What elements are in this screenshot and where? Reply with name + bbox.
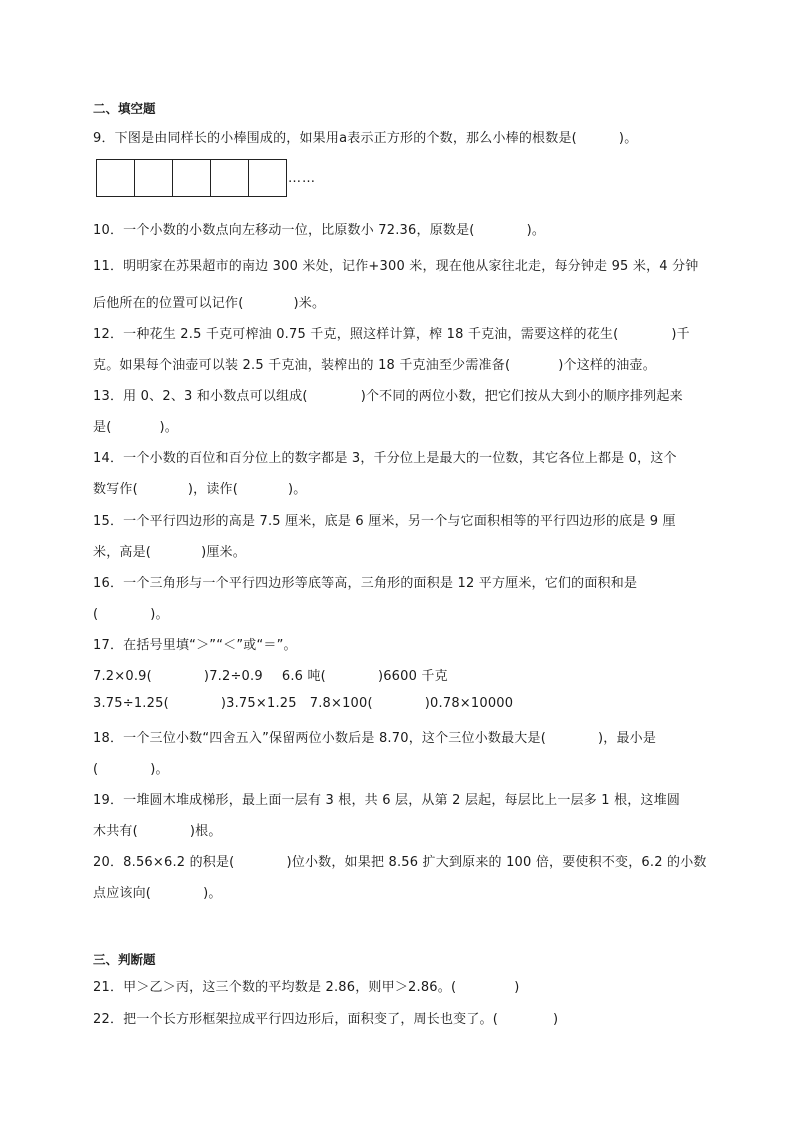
square-2 <box>134 159 172 197</box>
q12-text-d: )个这样的油壶。 <box>558 358 656 373</box>
q17-row1-a: 7.2×0.9( <box>93 669 152 684</box>
stick-squares-figure <box>96 159 287 197</box>
q21-text: 21．甲＞乙＞丙，这三个数的平均数是 2.86，则甲＞2.86。( <box>93 980 457 995</box>
q20-text-b: )位小数，如果把 8.56 扩大到原来的 100 倍，要使积不变，6.2 的小数 <box>286 855 707 870</box>
question-22 <box>93 1008 558 1027</box>
question-11-line-1: 11．明明家在苏果超市的南边 300 米处，记作+300 米，现在他从家往北走，每分钟走 95 米，4 分钟 <box>93 259 699 274</box>
question-10 <box>93 219 545 238</box>
q14-text-b: )，读作( <box>187 482 239 497</box>
section-title-true-false: 三、判断题 <box>93 952 156 967</box>
question-19-line-1: 19．一堆圆木堆成梯形，最上面一层有 3 根，共 6 层，从第 2 层起，每层比上一层多 1 根，这堆圆 <box>93 793 681 808</box>
q10-text: 10．一个小数的小数点向左移动一位，比原数小 72.36，原数是( <box>93 223 475 238</box>
q17-row1-d: )6600 千克 <box>377 669 448 684</box>
question-12-line-2 <box>93 354 656 373</box>
q18-text-d: )。 <box>150 762 169 777</box>
q13-text-c: 是( <box>93 420 112 435</box>
question-14-line-1: 14．一个小数的百位和百分位上的数字都是 3，千分位上是最大的一位数，其它各位上都是 0，这个 <box>93 451 677 466</box>
question-20-line-2 <box>93 882 222 901</box>
question-14-line-2 <box>93 478 307 497</box>
q18-text-c: ( <box>93 762 99 777</box>
q19-text-a: 木共有( <box>93 824 138 839</box>
q17-row1-c: 6.6 吨( <box>281 669 326 684</box>
q14-text-a: 数写作( <box>93 482 138 497</box>
q17-row2-b: )3.75×1.25 <box>220 696 297 711</box>
q16-text-b: )。 <box>150 607 169 622</box>
question-16-line-2 <box>93 603 169 622</box>
q22-end: ) <box>553 1012 559 1027</box>
question-16-line-1: 16．一个三角形与一个平行四边形等底等高，三角形的面积是 12 平方厘米，它们的面积和是 <box>93 576 638 591</box>
question-15-line-1: 15．一个平行四边形的高是 7.5 厘米，底是 6 厘米，另一个与它面积相等的平行四边形的底是 9 厘 <box>93 514 676 529</box>
question-17-line-1: 17．在括号里填“＞”“＜”或“＝”。 <box>93 638 297 653</box>
figure-ellipsis: …… <box>288 171 316 186</box>
q21-end: ) <box>514 980 520 995</box>
question-18-line-2 <box>93 758 169 777</box>
q11-end: )米。 <box>293 296 326 311</box>
q22-text: 22．把一个长方形框架拉成平行四边形后，面积变了，周长也变了。( <box>93 1012 499 1027</box>
question-15-line-2 <box>93 541 246 560</box>
question-18-line-1 <box>93 727 656 746</box>
q20-text-c: 点应该向( <box>93 886 152 901</box>
q17-row2-d: )0.78×10000 <box>424 696 514 711</box>
question-19-line-2 <box>93 820 222 839</box>
q19-text-b: )根。 <box>189 824 222 839</box>
question-17-row-1 <box>93 665 448 684</box>
question-13-line-1 <box>93 385 683 404</box>
question-13-line-2 <box>93 416 178 435</box>
q13-text-d: )。 <box>159 420 178 435</box>
q12-text-a: 12．一种花生 2.5 千克可榨油 0.75 千克，照这样计算，榨 18 千克油，需要这样的花生( <box>93 327 619 342</box>
q17-row2-c: 7.8×100( <box>309 696 373 711</box>
q9-end: )。 <box>618 131 638 146</box>
q15-text-b: )厘米。 <box>201 545 246 560</box>
q13-text-b: )个不同的两位小数，把它们按从大到小的顺序排列起来 <box>360 389 683 404</box>
question-20-line-1 <box>93 851 707 870</box>
q11-text: 后他所在的位置可以记作( <box>93 296 244 311</box>
question-17-row-2 <box>93 696 513 711</box>
question-21 <box>93 976 520 995</box>
question-12-line-1 <box>93 323 690 342</box>
q12-text-c: 克。如果每个油壶可以装 2.5 千克油，装榨出的 18 千克油至少需准备( <box>93 358 511 373</box>
q17-row2-a: 3.75÷1.25( <box>93 696 169 711</box>
q17-row1-b: )7.2÷0.9 <box>203 669 263 684</box>
q14-text-c: )。 <box>288 482 307 497</box>
question-9 <box>93 127 637 146</box>
square-4 <box>210 159 248 197</box>
q16-text-a: ( <box>93 607 99 622</box>
q18-text-a: 18．一个三位小数“四舍五入”保留两位小数后是 8.70，这个三位小数最大是( <box>93 731 546 746</box>
q13-text-a: 13．用 0、2、3 和小数点可以组成( <box>93 389 308 404</box>
section-title-fill-in: 二、填空题 <box>93 101 156 116</box>
q9-text: 9．下图是由同样长的小棒围成的，如果用a表示正方形的个数，那么小棒的根数是( <box>93 131 577 146</box>
q20-text-a: 20．8.56×6.2 的积是( <box>93 855 235 870</box>
q12-text-b: )千 <box>671 327 690 342</box>
square-5 <box>248 159 287 197</box>
square-3 <box>172 159 210 197</box>
q10-end: )。 <box>526 223 546 238</box>
square-1 <box>96 159 134 197</box>
q18-text-b: )，最小是 <box>597 731 657 746</box>
q20-text-d: )。 <box>203 886 222 901</box>
q15-text-a: 米，高是( <box>93 545 152 560</box>
question-11-line-2 <box>93 292 325 311</box>
